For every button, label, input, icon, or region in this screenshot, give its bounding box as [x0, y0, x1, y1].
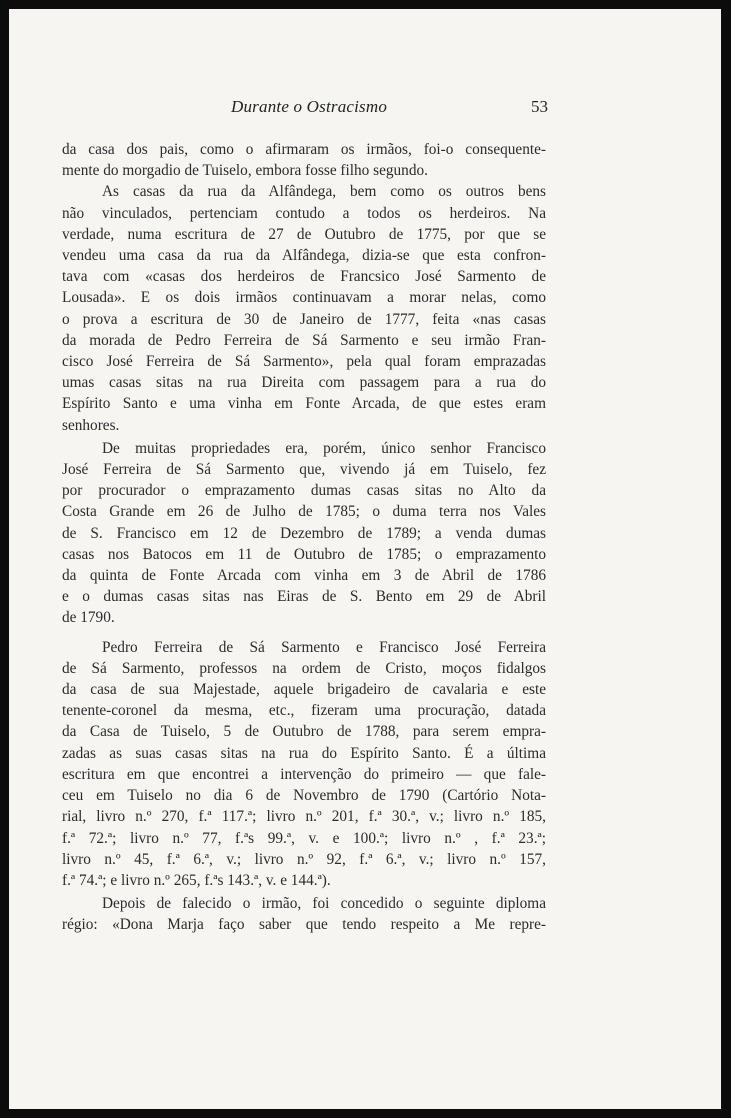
- text-line: tenente-coronel da mesma, etc., fizeram uma procuração, datada: [62, 702, 546, 720]
- text-line: rial, livro n.º 270, f.ª 117.ª; livro n.º 201, f.ª 30.ª, v.; livro n.º 185,: [62, 808, 546, 826]
- text-line: não vinculados, pertenciam contudo a todos os herdeiros. Na: [62, 204, 546, 222]
- text-line: da quinta de Fonte Arcada com vinha em 3 de Abril de 1786: [62, 567, 546, 585]
- text-line: Lousada». E os dois irmãos continuavam a morar nelas, como: [62, 289, 546, 307]
- text-line: José Ferreira de Sá Sarmento que, vivendo já em Tuiselo, fez: [62, 461, 546, 479]
- text-line: vendeu uma casa da rua da Alfândega, dizia-se que esta confron-: [62, 247, 546, 265]
- text-line: da morada de Pedro Ferreira de Sá Sarmento e seu irmão Fran-: [62, 331, 546, 349]
- text-line: De muitas propriedades era, porém, único senhor Francisco: [102, 439, 546, 457]
- text-line: verdade, numa escritura de 27 de Outubro de 1775, por que se: [62, 225, 546, 243]
- text-line: de 1790.: [62, 609, 115, 627]
- text-line: régio: «Dona Marja faço saber que tendo respeito a Me repre-: [62, 916, 546, 934]
- paragraph: [62, 637, 546, 891]
- text-line: mente do morgadio de Tuiselo, embora fosse filho segundo.: [62, 162, 428, 180]
- book-page: [9, 9, 721, 1109]
- body-text: [62, 139, 546, 936]
- paragraph: [62, 438, 546, 629]
- text-line: f.ª 72.ª; livro n.º 77, f.ªs 99.ª, v. e 100.ª; livro n.º , f.ª 23.ª;: [62, 829, 546, 847]
- text-line: e o dumas casas sitas nas Eiras de S. Bento em 29 de Abril: [62, 588, 546, 606]
- text-line: As casas da rua da Alfândega, bem como os outros bens: [102, 183, 546, 201]
- paragraph: [62, 139, 546, 181]
- text-line: senhores.: [62, 416, 120, 434]
- page-header: [9, 97, 721, 123]
- text-line: escritura em que encontrei a intervenção do primeiro — que fale-: [62, 765, 546, 783]
- text-line: da casa de sua Majestade, aquele brigadeiro de cavalaria e este: [62, 681, 546, 699]
- paragraph: [62, 893, 546, 935]
- text-line: de Sá Sarmento, professos na ordem de Cristo, moços fidalgos: [62, 659, 546, 677]
- text-line: f.ª 74.ª; e livro n.º 265, f.ªs 143.ª, v. e 144.ª).: [62, 871, 331, 889]
- text-line: de S. Francisco em 12 de Dezembro de 1789; a venda dumas: [62, 524, 546, 542]
- text-line: o prova a escritura de 30 de Janeiro de 1777, feita «nas casas: [62, 310, 546, 328]
- text-line: da Casa de Tuiselo, 5 de Outubro de 1788, para serem empra-: [62, 723, 546, 741]
- text-line: livro n.º 45, f.ª 6.ª, v.; livro n.º 92, f.ª 6.ª, v.; livro n.º 157,: [62, 850, 546, 868]
- text-line: casas nos Batocos em 11 de Outubro de 1785; o emprazamento: [62, 545, 546, 563]
- text-line: zadas as suas casas sitas na rua do Espírito Santo. É a última: [62, 744, 546, 762]
- running-title: Durante o Ostracismo: [231, 97, 388, 116]
- page-number: 53: [531, 97, 548, 116]
- text-line: cisco José Ferreira de Sá Sarmento», pela qual foram emprazadas: [62, 353, 546, 371]
- text-line: Depois de falecido o irmão, foi concedido o seguinte diploma: [102, 895, 546, 913]
- text-line: umas casas sitas na rua Direita com passagem para a rua do: [62, 374, 546, 392]
- text-line: da casa dos pais, como o afirmaram os irmãos, foi-o consequente-: [62, 141, 546, 158]
- text-line: tava com «casas dos herdeiros de Francsico José Sarmento de: [62, 268, 546, 286]
- paragraph: [62, 181, 546, 435]
- text-line: ceu em Tuiselo no dia 6 de Novembro de 1790 (Cartório Nota-: [62, 787, 546, 805]
- text-line: por procurador o emprazamento dumas casas sitas no Alto da: [62, 482, 546, 500]
- text-line: Espírito Santo e uma vinha em Fonte Arcada, de que estes eram: [62, 395, 546, 413]
- text-line: Costa Grande em 26 de Julho de 1785; o duma terra nos Vales: [62, 503, 546, 521]
- text-line: Pedro Ferreira de Sá Sarmento e Francisco José Ferreira: [102, 638, 546, 656]
